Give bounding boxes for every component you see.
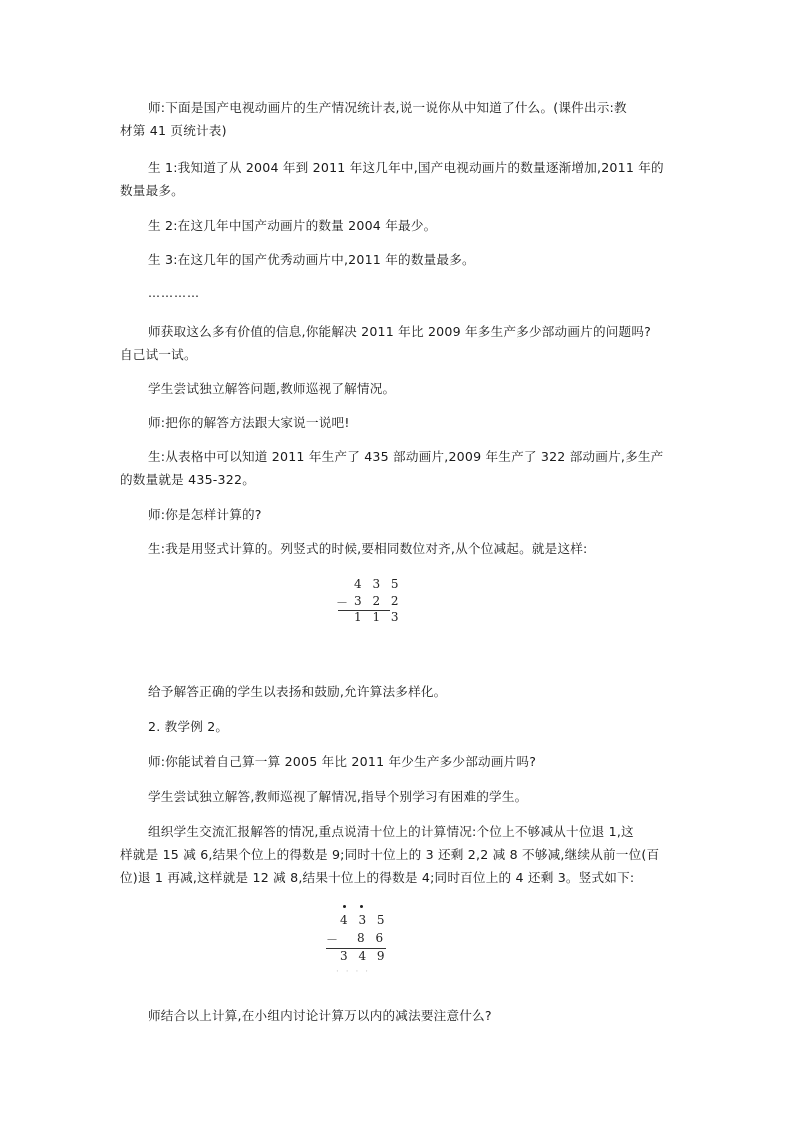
borrow-dot-tens	[360, 905, 363, 908]
paragraph-report-explanation	[120, 820, 676, 889]
text-line: 生 1:我知道了从 2004 年到 2011 年这几年中,国产电视动画片的数量逐渐增加,2011 年的	[148, 160, 664, 175]
text-line: 组织学生交流汇报解答的情况,重点说清十位上的计算情况:个位上不够减从十位退 1,这	[148, 824, 634, 839]
paragraph-student-3	[120, 248, 676, 271]
paragraph-teacher-example-2	[120, 750, 676, 773]
text-line: 给予解答正确的学生以表扬和鼓励,允许算法多样化。	[148, 684, 447, 699]
text-line: 师:你能试着自己算一算 2005 年比 2011 年少生产多少部动画片吗?	[148, 754, 537, 769]
minus-sign: －	[336, 596, 352, 610]
text-line: 材第 41 页统计表)	[120, 123, 227, 138]
text-line: 位)退 1 再减,这样就是 12 减 8,结果十位上的得数是 4;同时百位上的 4 还剩 3。竖式如下:	[120, 870, 635, 885]
text-line: 师:下面是国产电视动画片的生产情况统计表,说一说你从中知道了什么。(课件出示:教	[148, 100, 627, 115]
paragraph-students-solve	[120, 785, 676, 808]
subtrahend: 8 6	[357, 931, 387, 945]
text-line: 自己试一试。	[120, 347, 197, 362]
text-line: 师:把你的解答方法跟大家说一说吧!	[148, 415, 350, 430]
result: 1 1 3	[354, 610, 403, 624]
paragraph-praise	[120, 680, 676, 703]
ellipsis: …………	[148, 286, 200, 300]
section-heading-example-2	[120, 715, 676, 738]
paragraph-group-discussion	[120, 1004, 676, 1027]
borrow-dot-hundreds	[343, 905, 346, 908]
paragraph-student-2	[120, 214, 676, 237]
text-line: 师:你是怎样计算的?	[148, 507, 262, 522]
text-line: 生:我是用竖式计算的。列竖式的时候,要相同数位对齐,从个位减起。就是这样:	[148, 541, 588, 556]
text-line: 生 3:在这几年的国产优秀动画片中,2011 年的数量最多。	[148, 252, 475, 267]
result: 3 4 9	[340, 949, 389, 963]
paragraph-students-try	[120, 377, 676, 400]
text-line: 学生尝试独立解答问题,教师巡视了解情况。	[148, 381, 396, 396]
paragraph-teacher-how	[120, 503, 676, 526]
text-line: 师获取这么多有价值的信息,你能解决 2011 年比 2009 年多生产多少部动画片的问题吗?	[148, 324, 652, 339]
text-line: 2. 教学例 2。	[148, 719, 229, 734]
paragraph-student-answer	[120, 445, 676, 491]
text-line: 数量最多。	[120, 183, 184, 198]
minus-sign: －	[326, 933, 342, 947]
vertical-calculation-2	[320, 903, 410, 975]
paragraph-teacher-share	[120, 411, 676, 434]
text-line: 样就是 15 减 6,结果个位上的得数是 9;同时十位上的 3 还剩 2,2 减 8 不够减,继续从前一位(百	[120, 847, 660, 862]
paragraph-teacher-question	[120, 320, 676, 366]
faint-trace: · · · ·	[336, 967, 371, 977]
paragraph-teacher-intro	[120, 96, 676, 142]
text-line: 的数量就是 435-322。	[120, 472, 255, 487]
paragraph-student-1	[120, 156, 676, 202]
text-line: 学生尝试独立解答,教师巡视了解情况,指导个别学习有困难的学生。	[148, 789, 528, 804]
text-line: 师结合以上计算,在小组内讨论计算万以内的减法要注意什么?	[148, 1008, 492, 1023]
paragraph-student-vertical	[120, 537, 676, 560]
subtrahend: 3 2 2	[354, 594, 403, 608]
vertical-calculation-1	[330, 574, 403, 626]
minuend: 4 3 5	[340, 913, 389, 927]
minuend: 4 3 5	[354, 577, 403, 591]
text-line: 生 2:在这几年中国产动画片的数量 2004 年最少。	[148, 218, 437, 233]
text-line: 生:从表格中可以知道 2011 年生产了 435 部动画片,2009 年生产了 322 部动画片,多生产	[148, 449, 664, 464]
